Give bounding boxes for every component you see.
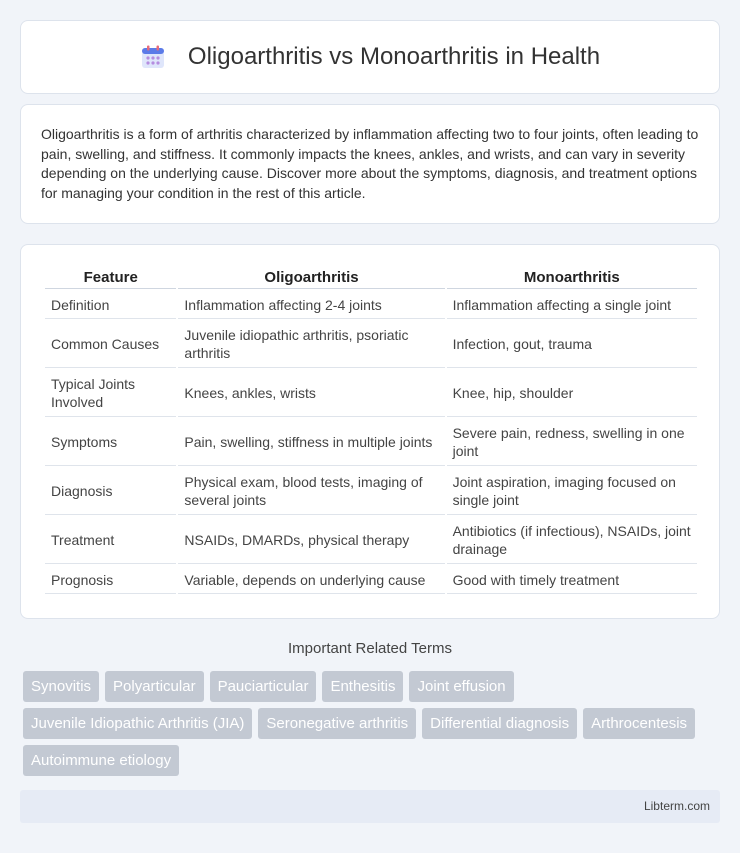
table-row <box>45 468 697 515</box>
monoarthritis-cell: Severe pain, redness, swelling in one joint <box>447 419 697 466</box>
feature-cell: Symptoms <box>45 419 176 466</box>
header-oligoarthritis: Oligoarthritis <box>178 265 444 289</box>
header-monoarthritis: Monoarthritis <box>447 265 697 289</box>
feature-cell: Diagnosis <box>45 468 176 515</box>
oligoarthritis-cell: Physical exam, blood tests, imaging of several joints <box>178 468 444 515</box>
page-title: Oligoarthritis vs Monoarthritis in Health <box>187 43 601 70</box>
oligoarthritis-cell: Variable, depends on underlying cause <box>178 566 444 594</box>
monoarthritis-cell: Antibiotics (if infectious), NSAIDs, joint drainage <box>447 517 697 564</box>
comparison-table-card <box>20 244 720 619</box>
tag-joint-effusion[interactable]: Joint effusion <box>409 671 513 702</box>
monoarthritis-cell: Good with timely treatment <box>447 566 697 594</box>
feature-cell: Treatment <box>45 517 176 564</box>
oligoarthritis-cell: NSAIDs, DMARDs, physical therapy <box>178 517 444 564</box>
table-row <box>45 370 697 417</box>
oligoarthritis-cell: Inflammation affecting 2-4 joints <box>178 291 444 319</box>
oligoarthritis-cell: Pain, swelling, stiffness in multiple joints <box>178 419 444 466</box>
header-feature: Feature <box>45 265 176 289</box>
feature-cell: Prognosis <box>45 566 176 594</box>
tag-synovitis[interactable]: Synovitis <box>23 671 99 702</box>
table-row <box>45 291 697 319</box>
feature-cell: Definition <box>45 291 176 319</box>
tag-autoimmune-etiology[interactable]: Autoimmune etiology <box>23 745 179 776</box>
intro-text: Oligoarthritis is a form of arthritis characterized by inflammation affecting two to four joints, often leading to pain, swelling, and stiffness. It commonly impacts the knees, ankles, and wrists, and can vary in severity depending on the underlying cause. Discover more about the symptoms, diagnosis, and treatment options for managing your condition in the rest of this article. <box>41 126 699 201</box>
tag-enthesitis[interactable]: Enthesitis <box>322 671 403 702</box>
tag-pauciarticular[interactable]: Pauciarticular <box>210 671 317 702</box>
table-row <box>45 566 697 594</box>
monoarthritis-cell: Joint aspiration, imaging focused on single joint <box>447 468 697 515</box>
table-row <box>45 419 697 466</box>
table-header-row <box>45 265 697 289</box>
tag-seronegative-arthritis[interactable]: Seronegative arthritis <box>258 708 416 739</box>
feature-cell: Typical Joints Involved <box>45 370 176 417</box>
monoarthritis-cell: Inflammation affecting a single joint <box>447 291 697 319</box>
tag-arthrocentesis[interactable]: Arthrocentesis <box>583 708 695 739</box>
table-row <box>45 517 697 564</box>
oligoarthritis-cell: Juvenile idiopathic arthritis, psoriatic arthritis <box>178 321 444 368</box>
feature-cell: Common Causes <box>45 321 176 368</box>
intro-card <box>20 104 720 224</box>
tag-differential-diagnosis[interactable]: Differential diagnosis <box>422 708 577 739</box>
footer <box>20 790 720 823</box>
footer-link[interactable]: Libterm.com <box>643 799 710 813</box>
monoarthritis-cell: Knee, hip, shoulder <box>447 370 697 417</box>
comparison-table <box>43 263 699 596</box>
page-header <box>20 20 720 94</box>
monoarthritis-cell: Infection, gout, trauma <box>447 321 697 368</box>
table-row <box>45 321 697 368</box>
tag-polyarticular[interactable]: Polyarticular <box>105 671 204 702</box>
related-terms-list <box>23 671 723 782</box>
calendar-icon <box>140 44 166 70</box>
oligoarthritis-cell: Knees, ankles, wrists <box>178 370 444 417</box>
tag-jia[interactable]: Juvenile Idiopathic Arthritis (JIA) <box>23 708 252 739</box>
related-terms-title: Important Related Terms <box>288 640 452 657</box>
